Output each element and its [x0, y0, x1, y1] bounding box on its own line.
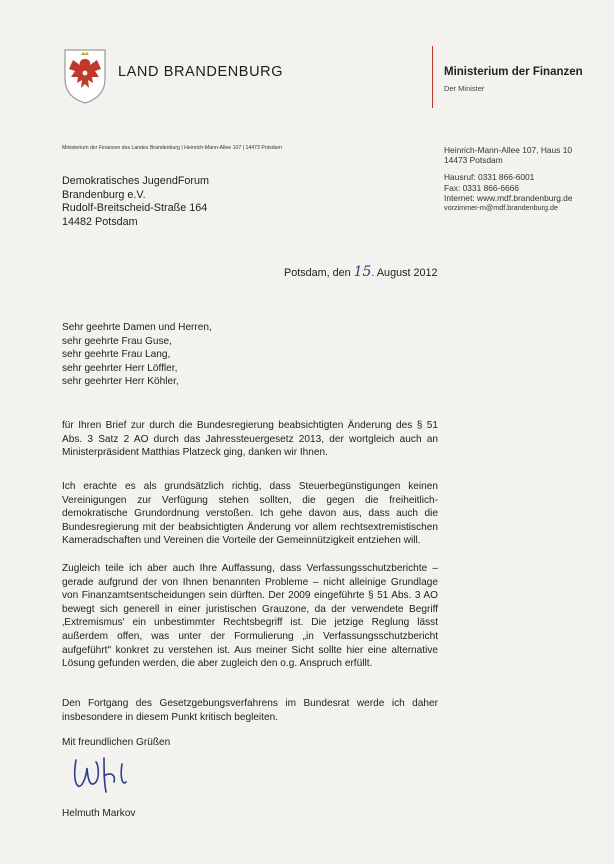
date-day-handwritten: 15: [353, 264, 372, 280]
body-paragraph: Zugleich teile ich aber auch Ihre Auffassung, dass Verfassungsschutzberichte – gerade aufgrund der von Ihnen benannten Probleme – nicht alleinige Grundlage von Finanzamtsentscheidungen sein dürften. Der 2009 eingeführte § 51 Abs. 3 AO bewegt sich generell in einer juristischen Grauzone, da der verwendete Begriff ‚Extremismus' ein unbestimmter Rechtsbegriff ist. Die jetzige Reglung lässt außerdem offen, was unter der Formulierung „in Verfassungsschutzbericht aufgeführt" konkret zu verstehen ist. Aus meiner Sicht sollte hier eine alternative Lösung gefunden werden, die aber zugleich den o.g. Anspruch erfüllt.: [62, 563, 438, 670]
salutation-line: sehr geehrte Frau Guse,: [62, 335, 172, 347]
contact-block: [444, 145, 573, 213]
contact-internet: Internet: www.mdf.brandenburg.de: [444, 192, 573, 203]
closing-phrase: Mit freundlichen Grüßen: [62, 737, 171, 748]
contact-email: vorzimmer-m@mdf.brandenburg.de: [444, 203, 558, 213]
signer-name: Helmuth Markov: [62, 808, 136, 819]
contact-city: 14473 Potsdam: [444, 155, 503, 166]
salutation-line: Sehr geehrte Damen und Herren,: [62, 322, 212, 333]
contact-phone: Hausruf: 0331 866-6001: [444, 172, 535, 183]
brandenburg-eagle-crest-icon: [62, 47, 108, 105]
body-paragraph: für Ihren Brief zur durch die Bundesregierung beabsichtigten Änderung des § 51 Abs. 3 Satz 2 AO durch das Jahressteuergesetz 2013, der wortgleich auch an Ministerpräsident Matthias Platzeck ging, danken wir Ihnen.: [62, 420, 438, 459]
state-name: LAND BRANDENBURG: [118, 64, 284, 80]
salutation-block: [62, 321, 212, 389]
recipient-line: 14482 Potsdam: [62, 215, 138, 228]
body-paragraph: Den Fortgang des Gesetzgebungsverfahrens im Bundesrat werde ich daher insbesondere in diesem Punkt kritisch begleiten.: [62, 698, 438, 723]
date-suffix: . August 2012: [371, 267, 438, 279]
date-line: [284, 264, 438, 280]
minister-title: Der Minister: [444, 84, 485, 93]
recipient-line: Demokratisches JugendForum: [62, 175, 210, 187]
ministry-name: Ministerium der Finanzen: [444, 66, 583, 78]
salutation-line: sehr geehrte Frau Lang,: [62, 349, 171, 361]
body-paragraph: Ich erachte es als grundsätzlich richtig, dass Steuerbegünstigungen keinen Vereinigungen zur Verfügung stehen sollten, die gegen die freiheitlich-demokratische Grundordnung verstoßen. Ich gehe davon aus, dass auch die Bundesregierung mit der beabsichtigten Änderung vor allem rechtsextremistischen Kameradschaften und Vereinen die Vorteile der Gemeinnützigkeit entziehen will.: [62, 481, 438, 547]
salutation-line: sehr geehrter Herr Köhler,: [62, 376, 179, 388]
contact-street: Heinrich-Mann-Allee 107, Haus 10: [444, 145, 573, 155]
recipient-line: Rudolf-Breitscheid-Straße 164: [62, 202, 208, 215]
handwritten-signature-icon: [70, 752, 180, 800]
date-prefix: Potsdam, den: [284, 267, 351, 279]
contact-fax: Fax: 0331 866-6666: [444, 182, 519, 193]
recipient-address: [62, 175, 209, 229]
sender-return-line: Ministerium der Finanzen des Landes Brandenburg | Heinrich-Mann-Allee 107 | 14473 Potsdam: [62, 145, 282, 151]
recipient-line: Brandenburg e.V.: [62, 188, 146, 201]
salutation-line: sehr geehrter Herr Löffler,: [62, 362, 178, 374]
letterhead-divider: [432, 46, 433, 108]
